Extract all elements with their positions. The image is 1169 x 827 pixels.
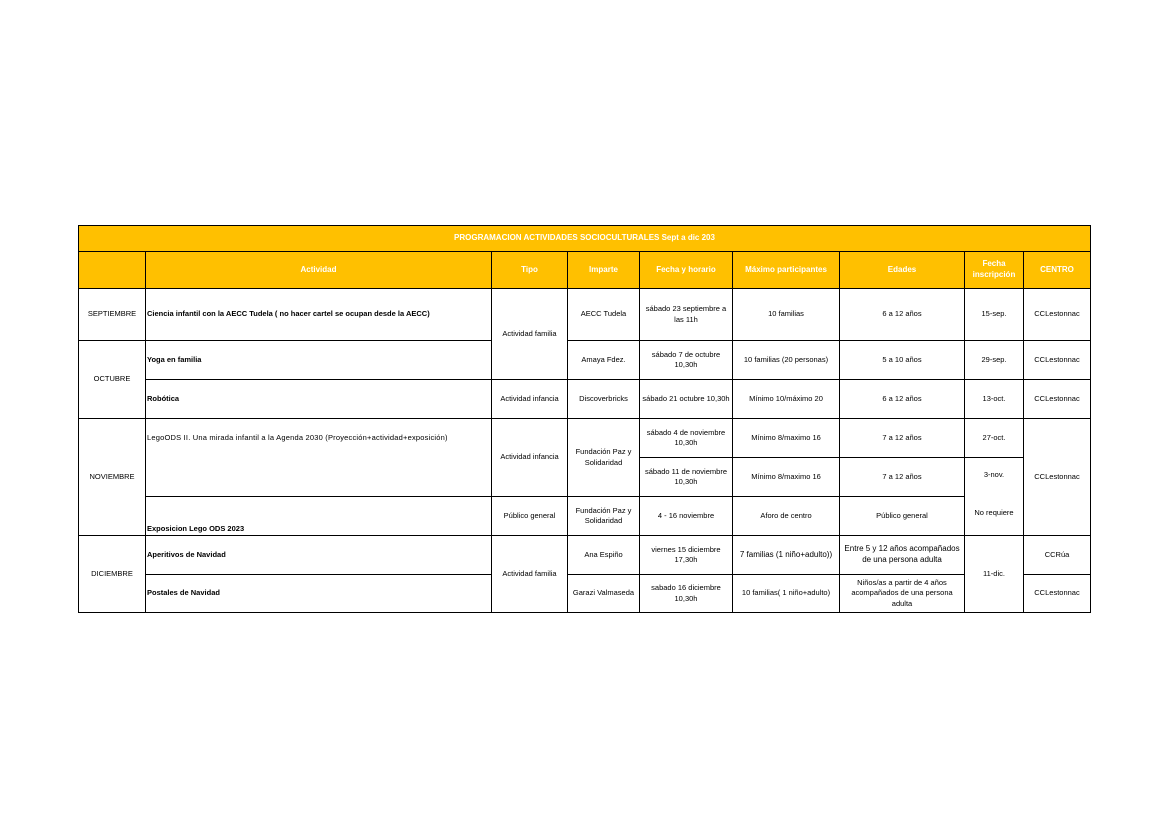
header-actividad: Actividad: [146, 252, 492, 289]
imparte-cell: Discoverbricks: [568, 380, 640, 419]
edades-cell: 5 a 10 años: [840, 341, 965, 380]
month-cell: OCTUBRE: [79, 341, 146, 419]
maximo-cell: Mínimo 8/maximo 16: [733, 458, 840, 497]
maximo-cell: Aforo de centro: [733, 497, 840, 536]
tipo-cell: Actividad infancia: [492, 419, 568, 497]
imparte-cell: Garazi Valmaseda: [568, 575, 640, 613]
maximo-cell: 10 familias( 1 niño+adulto): [733, 575, 840, 613]
header-row: [79, 252, 1091, 289]
fecha-cell: sábado 21 octubre 10,30h: [640, 380, 733, 419]
actividad-cell: Aperitivos de Navidad: [146, 536, 492, 575]
actividad-cell: Exposicion Lego ODS 2023: [146, 497, 492, 536]
table-row: [79, 536, 1091, 575]
edades-cell: Entre 5 y 12 años acompañados de una persona adulta: [840, 536, 965, 575]
table-row: [79, 419, 1091, 458]
imparte-cell: AECC Tudela: [568, 289, 640, 341]
header-edades: Edades: [840, 252, 965, 289]
table-title: PROGRAMACION ACTIVIDADES SOCIOCULTURALES Sept a dic 203: [79, 226, 1091, 252]
tipo-cell: Público general: [492, 497, 568, 536]
fecha-cell: sábado 7 de octubre 10,30h: [640, 341, 733, 380]
inscripcion-cell: 15-sep.: [965, 289, 1024, 341]
centro-cell: CCRúa: [1024, 536, 1091, 575]
actividad-cell: LegoODS II. Una mirada infantil a la Agenda 2030 (Proyección+actividad+exposición): [146, 419, 492, 497]
edades-cell: 7 a 12 años: [840, 458, 965, 497]
actividad-cell: Yoga en familia: [146, 341, 492, 380]
inscripcion-cell: 27-oct.: [965, 419, 1024, 458]
header-inscripcion-line2: inscripción: [972, 270, 1016, 279]
header-tipo: Tipo: [492, 252, 568, 289]
table-row: [79, 289, 1091, 341]
maximo-cell: 10 familias (20 personas): [733, 341, 840, 380]
header-inscripcion-line1: Fecha: [982, 259, 1006, 269]
fecha-cell: viernes 15 diciembre 17,30h: [640, 536, 733, 575]
actividad-cell: Robótica: [146, 380, 492, 419]
table-row: [79, 341, 1091, 380]
inscripcion-cell: 11-dic.: [965, 536, 1024, 613]
tipo-cell: Actividad infancia: [492, 380, 568, 419]
imparte-cell: Ana Espiño: [568, 536, 640, 575]
header-imparte: Imparte: [568, 252, 640, 289]
inscripcion-cell-nov-3: [965, 458, 1024, 536]
edades-cell: Niños/as a partir de 4 años acompañados de una persona adulta: [840, 575, 965, 613]
maximo-cell: Mínimo 8/maximo 16: [733, 419, 840, 458]
fecha-cell: sábado 4 de noviembre 10,30h: [640, 419, 733, 458]
header-fecha: Fecha y horario: [640, 252, 733, 289]
fecha-cell: sábado 11 de noviembre 10,30h: [640, 458, 733, 497]
edades-cell: 6 a 12 años: [840, 289, 965, 341]
table-row: [79, 380, 1091, 419]
fecha-cell: sábado 23 septiembre a las 11h: [640, 289, 733, 341]
header-month: [79, 252, 146, 289]
actividad-cell: Postales de Navidad: [146, 575, 492, 613]
maximo-cell: Mínimo 10/máximo 20: [733, 380, 840, 419]
inscripcion-cell: 13-oct.: [965, 380, 1024, 419]
title-row: [79, 226, 1091, 252]
edades-cell: 6 a 12 años: [840, 380, 965, 419]
inscripcion-note: No requiere: [974, 508, 1014, 518]
centro-cell: CCLestonnac: [1024, 289, 1091, 341]
edades-cell: 7 a 12 años: [840, 419, 965, 458]
header-centro: CENTRO: [1024, 252, 1091, 289]
centro-cell: CCLestonnac: [1024, 575, 1091, 613]
imparte-cell: Amaya Fdez.: [568, 341, 640, 380]
inscripcion-cell: 29-sep.: [965, 341, 1024, 380]
month-cell: SEPTIEMBRE: [79, 289, 146, 341]
table-row: [79, 575, 1091, 613]
activities-sheet: [78, 225, 1090, 613]
imparte-cell: Fundación Paz y Solidaridad: [568, 419, 640, 497]
edades-cell: Público general: [840, 497, 965, 536]
month-cell: NOVIEMBRE: [79, 419, 146, 536]
centro-cell: CCLestonnac: [1024, 341, 1091, 380]
header-inscripcion: [965, 252, 1024, 289]
centro-cell: CCLestonnac: [1024, 380, 1091, 419]
imparte-cell: Fundación Paz y Solidaridad: [568, 497, 640, 536]
fecha-cell: 4 - 16 noviembre: [640, 497, 733, 536]
maximo-cell: 7 familias (1 niño+adulto)): [733, 536, 840, 575]
header-maximo: Máximo participantes: [733, 252, 840, 289]
month-cell: DICIEMBRE: [79, 536, 146, 613]
fecha-cell: sabado 16 diciembre 10,30h: [640, 575, 733, 613]
tipo-cell: Actividad familia: [492, 289, 568, 380]
table-row: [79, 497, 1091, 536]
actividad-cell: Ciencia infantil con la AECC Tudela ( no hacer cartel se ocupan desde la AECC): [146, 289, 492, 341]
centro-cell: CCLestonnac: [1024, 419, 1091, 536]
inscripcion-date: 3-nov.: [983, 470, 1005, 479]
activities-table: [78, 225, 1091, 613]
tipo-cell: Actividad familia: [492, 536, 568, 613]
maximo-cell: 10 familias: [733, 289, 840, 341]
